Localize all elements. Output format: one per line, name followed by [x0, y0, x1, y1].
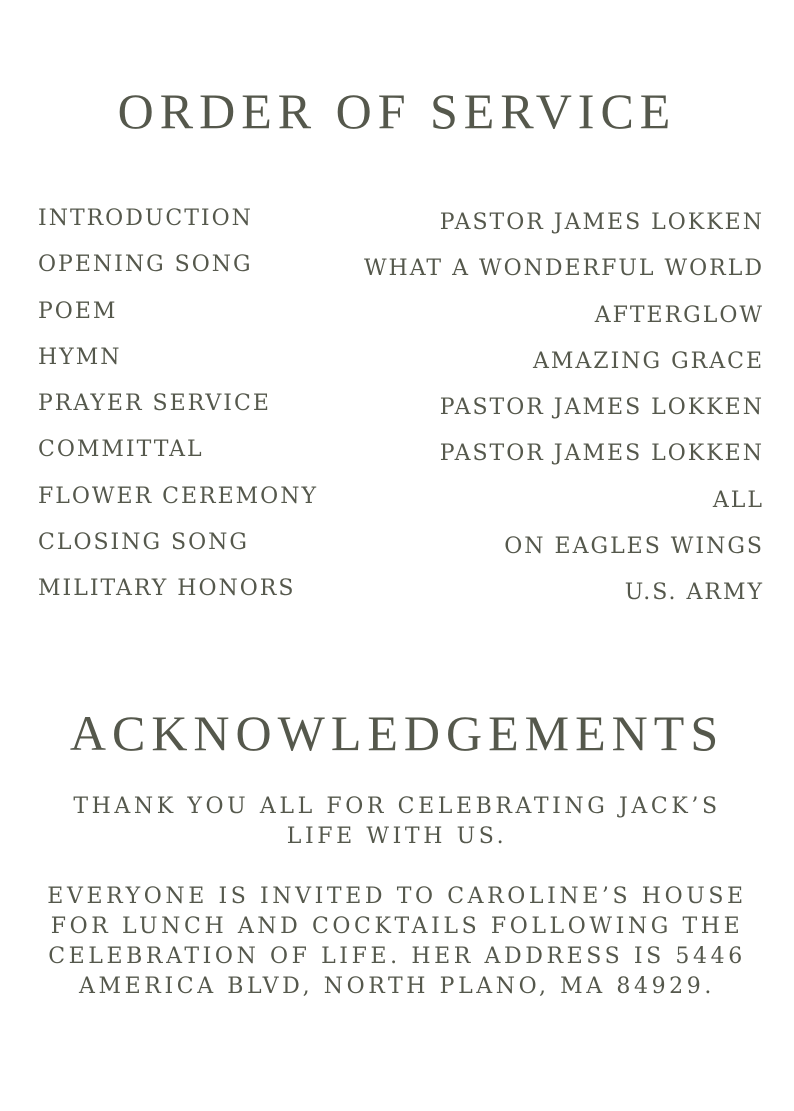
service-item: CLOSING SONG: [38, 530, 249, 556]
service-item: INTRODUCTION: [38, 206, 253, 231]
service-detail: ON EAGLES WINGS: [504, 534, 764, 560]
service-detail: WHAT A WONDERFUL WORLD: [363, 256, 764, 282]
service-detail: PASTOR JAMES LOKKEN: [439, 395, 764, 421]
service-row-introduction: [38, 202, 764, 248]
service-row-military-honors: [38, 572, 764, 618]
order-of-service-title: ORDER OF SERVICE: [117, 83, 677, 139]
service-row-opening-song: [38, 248, 764, 294]
acknowledgements-thanks: THANK YOU ALL FOR CELEBRATING JACK’S LIFE WITH US.: [73, 794, 721, 849]
service-row-closing-song: [38, 526, 764, 572]
service-item: PRAYER SERVICE: [38, 391, 271, 417]
service-item: COMMITTAL: [38, 437, 204, 463]
service-item: OPENING SONG: [38, 252, 253, 278]
acknowledgements-invitation: EVERYONE IS INVITED TO CAROLINE’S HOUSE FOR LUNCH AND COCKTAILS FOLLOWING THE CELEBRATION OF LIFE. HER ADDRESS IS 5446 AMERICA BLVD, NORTH PLANO, MA 84929.: [47, 884, 747, 999]
service-row-hymn: [38, 341, 764, 387]
service-row-poem: [38, 295, 764, 341]
service-item: POEM: [38, 298, 118, 324]
service-item: MILITARY HONORS: [38, 576, 296, 602]
service-detail: ALL: [712, 487, 764, 513]
service-detail: PASTOR JAMES LOKKEN: [439, 441, 764, 467]
service-row-committal: [38, 433, 764, 479]
acknowledgements-title: ACKNOWLEDGEMENTS: [69, 705, 725, 761]
service-detail: U.S. ARMY: [624, 580, 764, 606]
service-item: FLOWER CEREMONY: [38, 483, 318, 509]
service-detail: PASTOR JAMES LOKKEN: [439, 210, 764, 235]
service-item: HYMN: [38, 344, 122, 370]
service-row-prayer-service: [38, 387, 764, 433]
service-row-flower-ceremony: [38, 480, 764, 526]
order-of-service-list: [38, 202, 764, 619]
service-detail: AFTERGLOW: [594, 302, 764, 328]
service-detail: AMAZING GRACE: [532, 348, 764, 374]
